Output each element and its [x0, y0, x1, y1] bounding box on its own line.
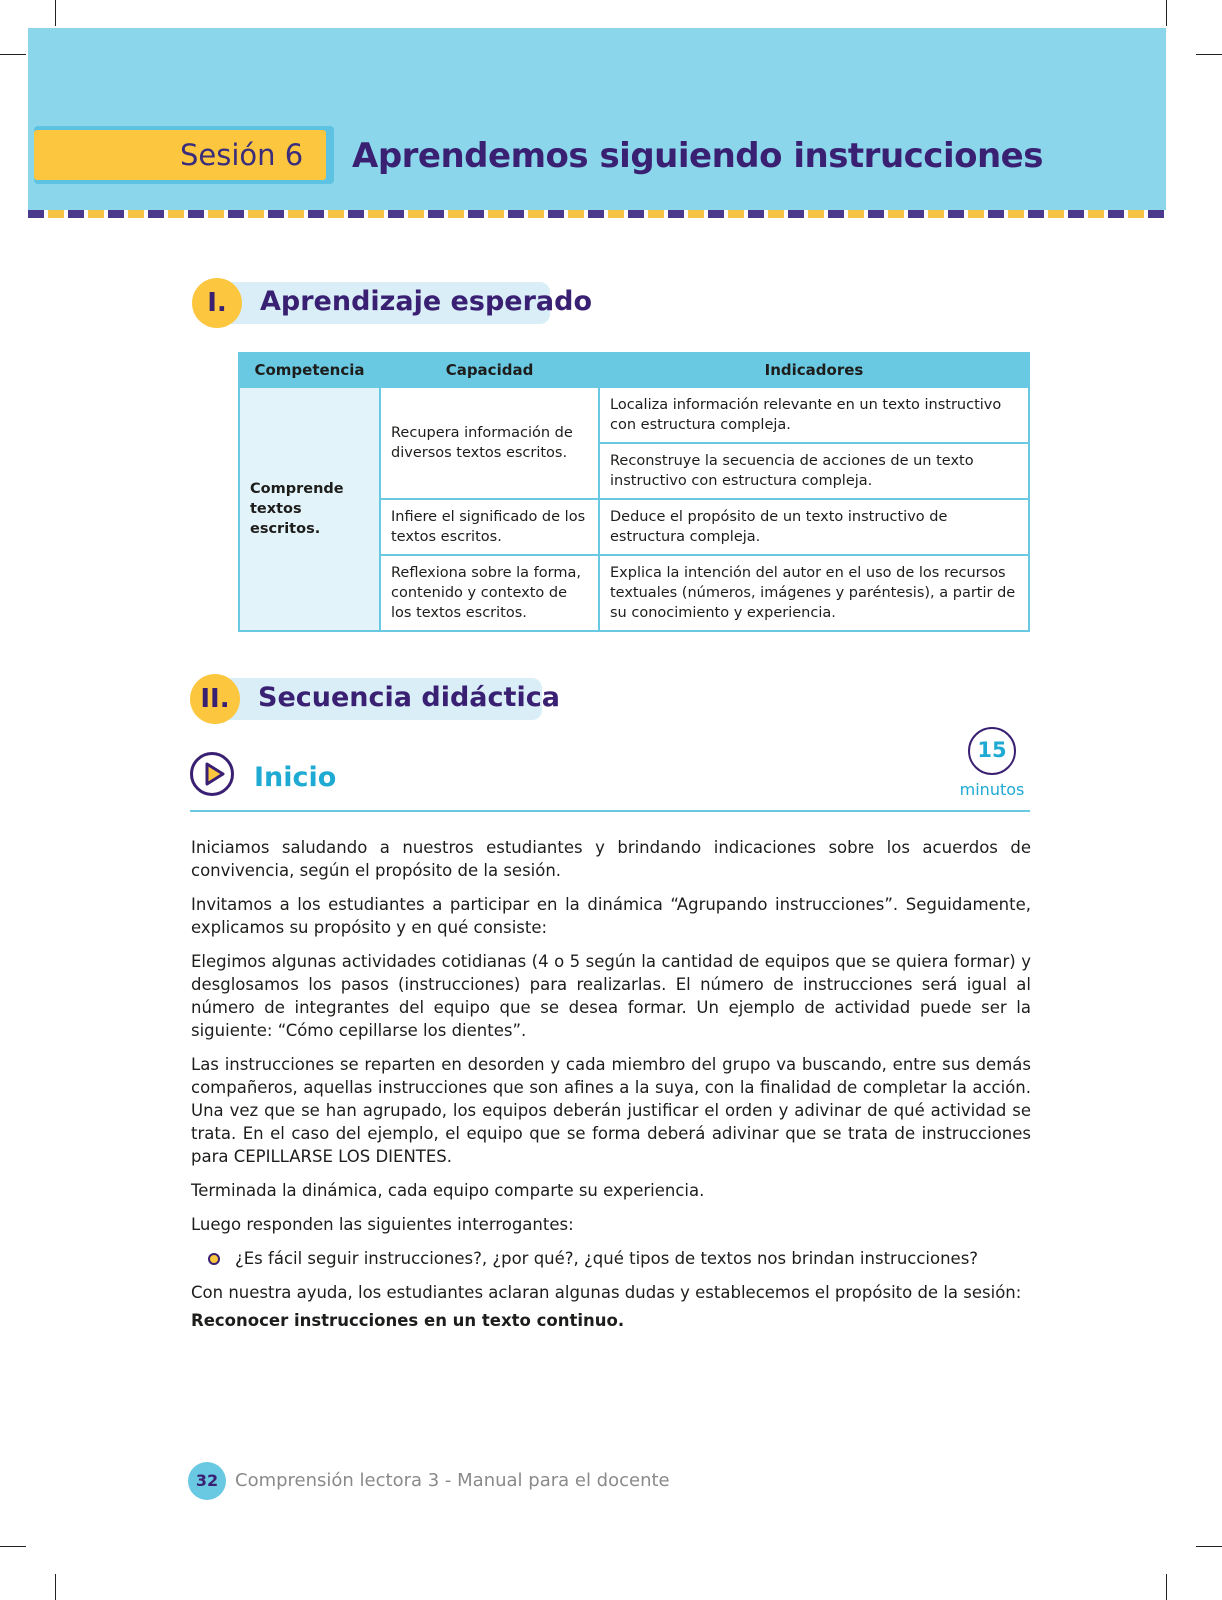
column-header: Capacidad [380, 353, 599, 387]
paragraph: Con nuestra ayuda, los estudiantes aclaran algunas dudas y establecemos el propósito de la sesión: [191, 1283, 1022, 1302]
indicator-cell: Reconstruye la secuencia de acciones de un texto instructivo con estructura compleja. [599, 443, 1029, 499]
page-number: 32 [188, 1462, 226, 1500]
footer-text: Comprensión lectora 3 - Manual para el docente [235, 1470, 670, 1491]
subsection-title: Inicio [254, 762, 337, 793]
paragraph: Invitamos a los estudiantes a participar en la dinámica “Agrupando instrucciones”. Seguidamente, explicamos su propósito y en qué consiste: [191, 895, 1031, 937]
timer-unit-label: minutos [959, 780, 1025, 799]
paragraph: Terminada la dinámica, cada equipo comparte su experiencia. [191, 1181, 705, 1200]
paragraph: Luego responden las siguientes interrogantes: [191, 1215, 574, 1234]
paragraph: Iniciamos saludando a nuestros estudiantes y brindando indicaciones sobre los acuerdos de convivencia, según el propósito de la sesión. [191, 838, 1031, 880]
competency-cell: Comprende textos escritos. [239, 387, 380, 631]
crop-mark [55, 0, 56, 26]
column-header: Indicadores [599, 353, 1029, 387]
body-text [191, 836, 1031, 1343]
crop-mark [1166, 1574, 1167, 1600]
session-purpose: Reconocer instrucciones en un texto continuo. [191, 1311, 625, 1330]
list-item [191, 1247, 1031, 1270]
crop-mark [0, 54, 26, 55]
indicator-cell: Localiza información relevante en un texto instructivo con estructura compleja. [599, 387, 1029, 443]
crop-mark [55, 1574, 56, 1600]
page-title: Aprendemos siguiendo instrucciones [352, 136, 1043, 176]
paragraph: Las instrucciones se reparten en desorden y cada miembro del grupo va buscando, entre sus demás compañeros, aquellas instrucciones que son afines a la suya, con la finalidad de completar la acción. Una vez que se han agrupado, los equipos deberán justificar el orden y adivinar de qué actividad se trata. En el caso del ejemplo, el equipo que se forma deberá adivinar que se trata de instrucciones para CEPILLARSE LOS DIENTES. [191, 1055, 1031, 1166]
indicator-cell: Deduce el propósito de un texto instructivo de estructura compleja. [599, 499, 1029, 555]
learning-outcomes-table [238, 352, 1030, 632]
play-icon [190, 752, 234, 796]
bullet-dot-icon [208, 1253, 220, 1265]
crop-mark [1196, 54, 1222, 55]
crop-mark [1166, 0, 1167, 26]
column-header: Competencia [239, 353, 380, 387]
table-row [239, 387, 1029, 443]
divider [190, 810, 1030, 812]
decorative-dash-strip [28, 210, 1166, 218]
list-item-text: ¿Es fácil seguir instrucciones?, ¿por qué?, ¿qué tipos de textos nos brindan instrucciones? [235, 1249, 979, 1268]
section-number-badge: II. [190, 674, 240, 724]
capacity-cell: Recupera información de diversos textos escritos. [380, 387, 599, 499]
timer-icon: 15 [968, 727, 1016, 775]
section-title: Secuencia didáctica [258, 682, 560, 713]
crop-mark [0, 1546, 26, 1547]
table-header-row [239, 353, 1029, 387]
indicator-cell: Explica la intención del autor en el uso de los recursos textuales (números, imágenes y paréntesis), a partir de su conocimiento y experiencia. [599, 555, 1029, 631]
session-label: Sesión 6 [180, 138, 304, 172]
crop-mark [1196, 1546, 1222, 1547]
section-number-badge: I. [192, 278, 242, 328]
capacity-cell: Reflexiona sobre la forma, contenido y contexto de los textos escritos. [380, 555, 599, 631]
header-band [28, 28, 1166, 216]
paragraph: Elegimos algunas actividades cotidianas (4 o 5 según la cantidad de equipos que se quiera formar) y desglosamos los pasos (instrucciones) para realizarlas. El número de instrucciones será igual al número de integrantes del equipo que se desea formar. Un ejemplo de actividad puede ser la siguiente: “Cómo cepillarse los dientes”. [191, 952, 1031, 1040]
section-title: Aprendizaje esperado [260, 286, 592, 317]
capacity-cell: Infiere el significado de los textos escritos. [380, 499, 599, 555]
